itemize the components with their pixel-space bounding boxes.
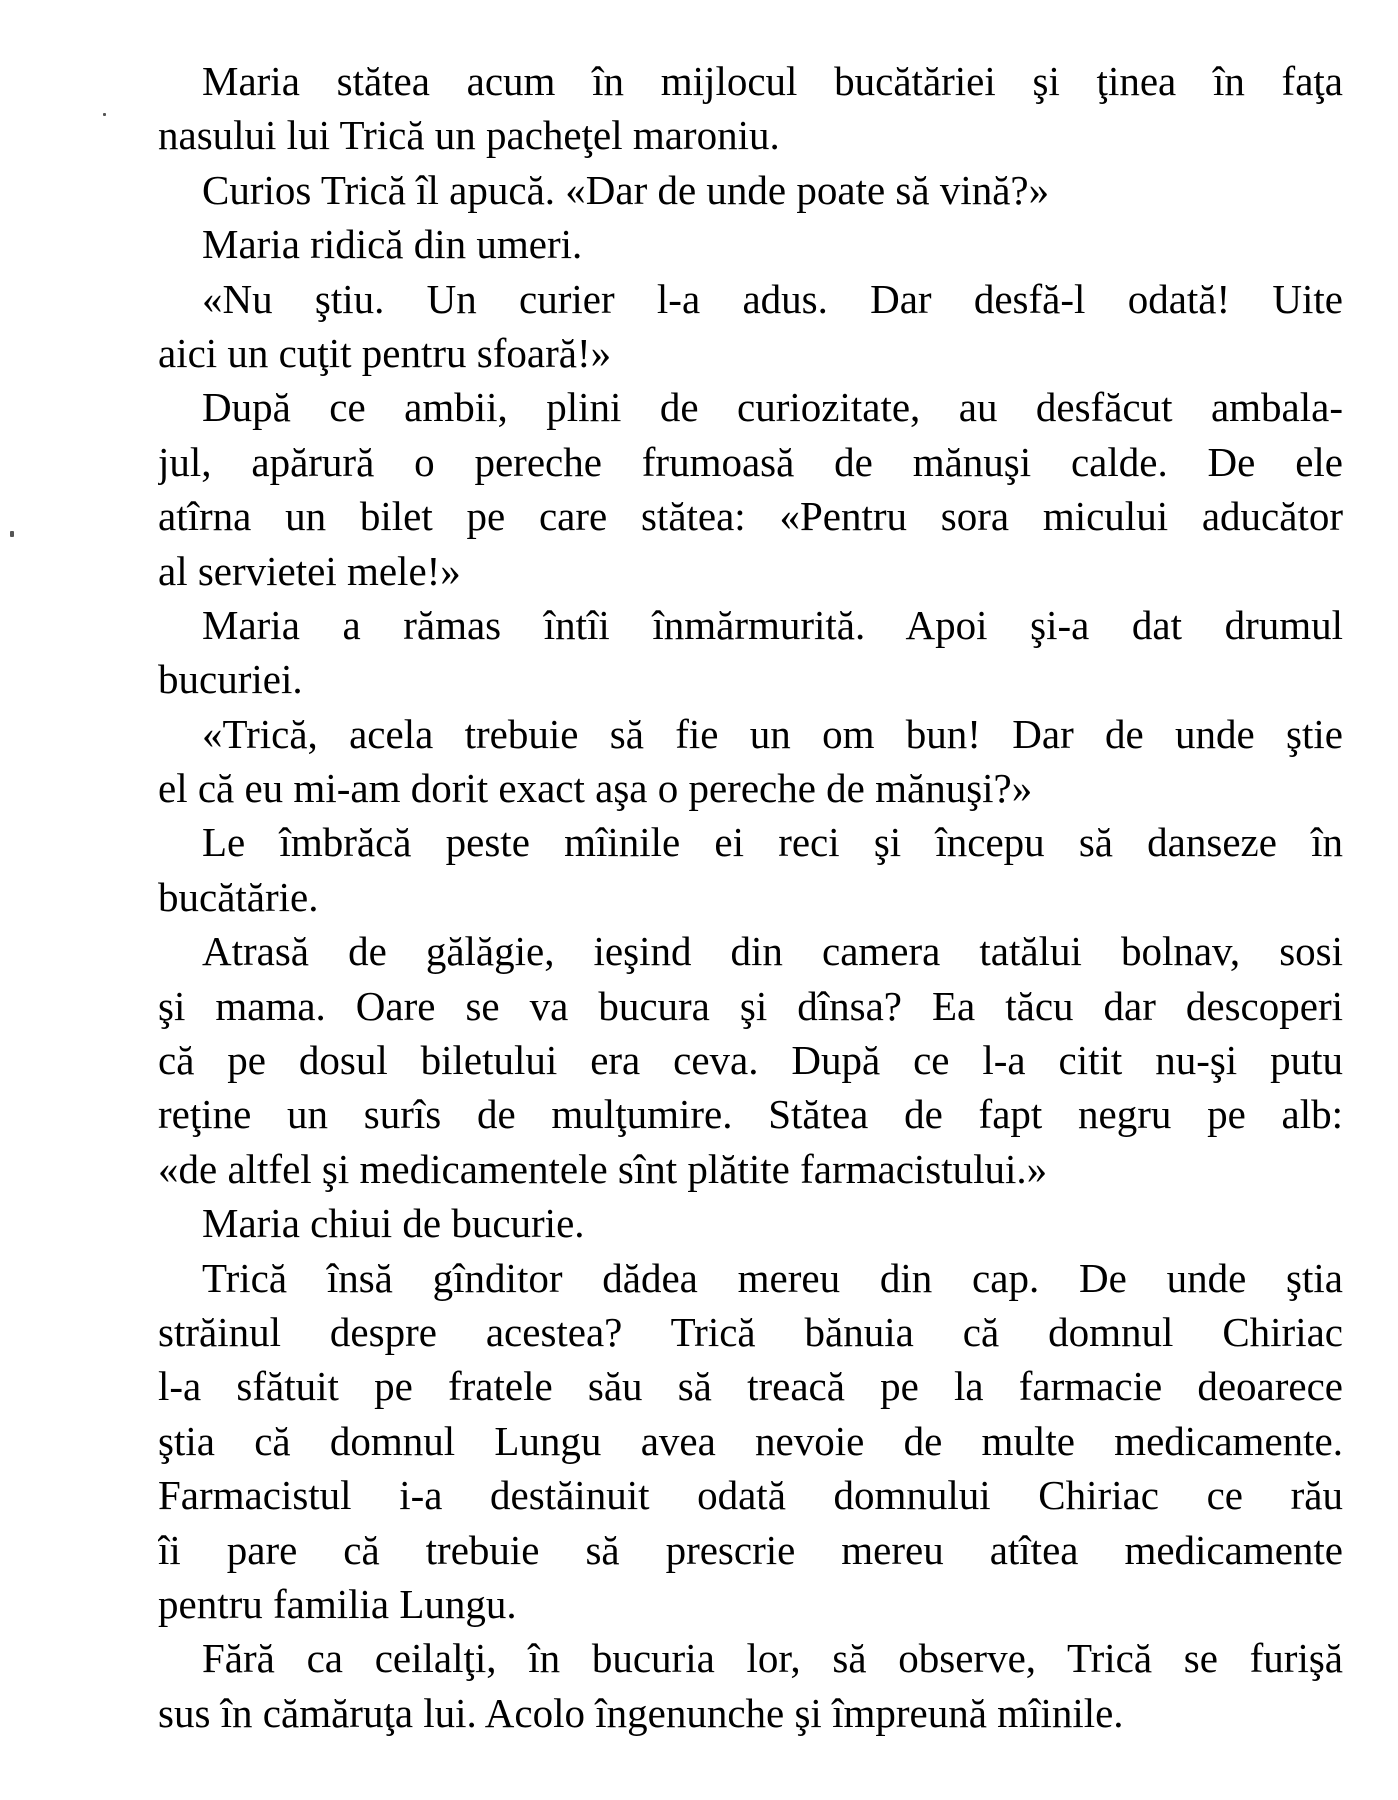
scan-speck bbox=[103, 113, 106, 116]
text-line: Farmacistul i-a destăinuit odată domnului Chiriac ce rău bbox=[158, 1472, 1343, 1519]
text-line: l-a sfătuit pe fratele său să treacă pe la farmacie deoarece bbox=[158, 1363, 1343, 1410]
scan-speck bbox=[10, 531, 14, 537]
text-line: bucătărie. bbox=[158, 873, 319, 920]
text-line: ştia că domnul Lungu avea nevoie de multe medicamente. bbox=[158, 1417, 1343, 1464]
text-line: Le îmbrăcă peste mîinile ei reci şi începu să danseze în bbox=[202, 819, 1343, 866]
text-line: şi mama. Oare se va bucura şi dînsa? Ea tăcu dar descoperi bbox=[158, 982, 1343, 1029]
text-line: Maria chiui de bucurie. bbox=[202, 1200, 585, 1247]
text-line: că pe dosul biletului era ceva. După ce l-a citit nu-şi putu bbox=[158, 1037, 1343, 1084]
body-text bbox=[158, 54, 1343, 1740]
text-line: atîrna un bilet pe care stătea: «Pentru sora micului aducător bbox=[158, 493, 1343, 540]
text-line: «Nu ştiu. Un curier l-a adus. Dar desfă-l odată! Uite bbox=[202, 275, 1343, 322]
text-line: bucuriei. bbox=[158, 656, 303, 703]
text-line: Maria ridică din umeri. bbox=[202, 221, 583, 268]
text-line: Curios Trică îl apucă. «Dar de unde poate să vină?» bbox=[202, 166, 1050, 213]
text-line: «de altfel şi medicamentele sînt plătite farmacistului.» bbox=[158, 1145, 1048, 1192]
text-line: el că eu mi-am dorit exact aşa o pereche de mănuşi?» bbox=[158, 765, 1033, 812]
text-line: sus în cămăruţa lui. Acolo îngenunche şi împreună mîinile. bbox=[158, 1689, 1124, 1736]
text-line: reţine un surîs de mulţumire. Stătea de fapt negru pe alb: bbox=[158, 1091, 1343, 1138]
text-line: După ce ambii, plini de curiozitate, au desfăcut ambala- bbox=[202, 384, 1343, 431]
text-line: străinul despre acestea? Trică bănuia că domnul Chiriac bbox=[158, 1308, 1343, 1355]
text-line: îi pare că trebuie să prescrie mereu atîtea medicamente bbox=[158, 1526, 1343, 1573]
text-line: pentru familia Lungu. bbox=[158, 1580, 517, 1627]
text-line: Trică însă gînditor dădea mereu din cap. De unde ştia bbox=[202, 1254, 1343, 1301]
text-line: al servietei mele!» bbox=[158, 547, 461, 594]
text-line: Atrasă de gălăgie, ieşind din camera tatălui bolnav, sosi bbox=[202, 928, 1343, 975]
text-line: jul, apărură o pereche frumoasă de mănuşi calde. De ele bbox=[158, 438, 1343, 485]
text-line: Fără ca ceilalţi, în bucuria lor, să observe, Trică se furişă bbox=[202, 1635, 1343, 1682]
text-line: aici un cuţit pentru sfoară!» bbox=[158, 329, 612, 376]
text-line: Maria stătea acum în mijlocul bucătăriei şi ţinea în faţa bbox=[202, 58, 1343, 104]
text-line: Maria a rămas întîi înmărmurită. Apoi şi-a dat drumul bbox=[202, 601, 1343, 648]
text-line: «Trică, acela trebuie să fie un om bun! Dar de unde ştie bbox=[202, 710, 1343, 757]
text-line: nasului lui Trică un pacheţel maroniu. bbox=[158, 112, 780, 159]
